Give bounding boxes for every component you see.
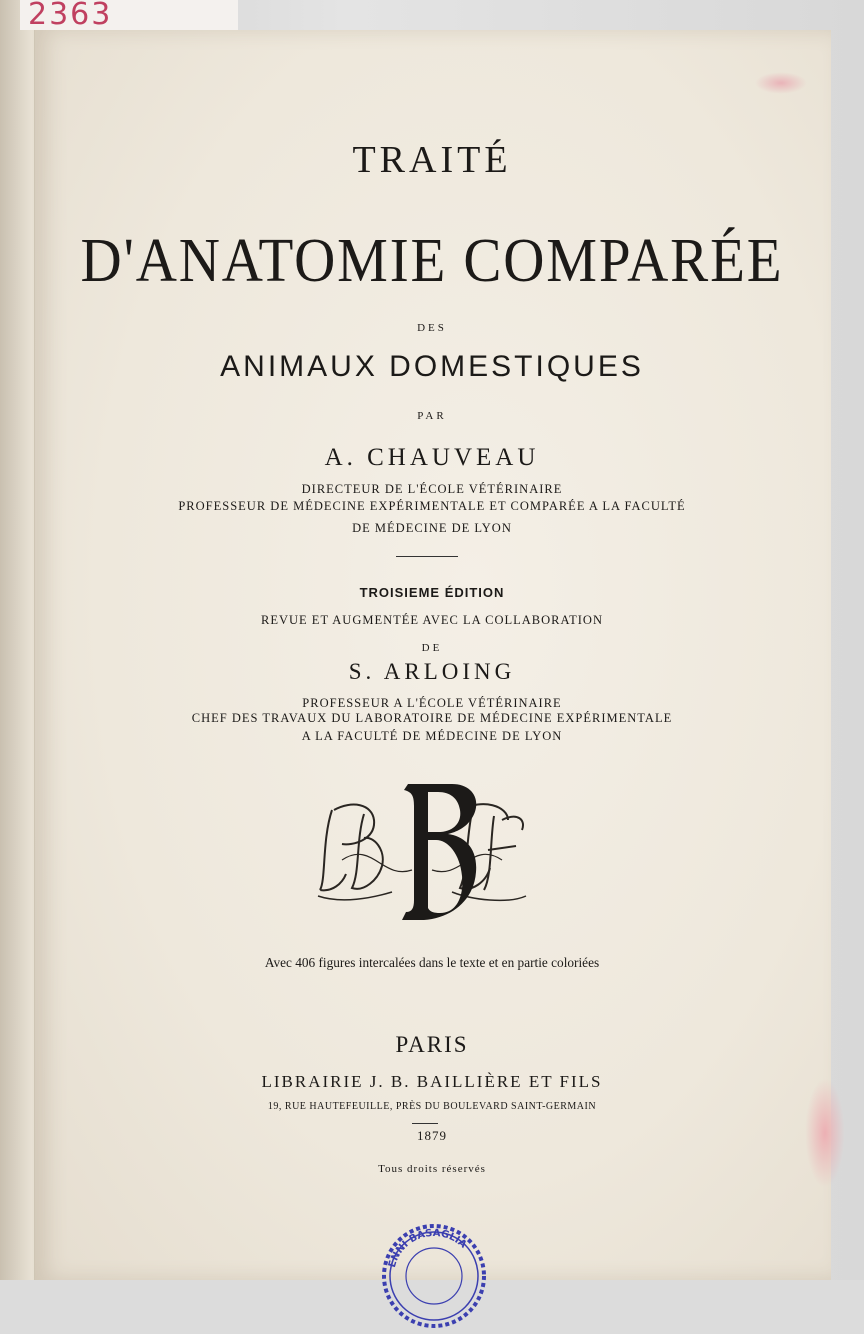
stamp-text: ENNI BASAGLIA xyxy=(386,1227,469,1269)
author-affiliation: PROFESSEUR DE MÉDECINE EXPÉRIMENTALE ET COMPARÉE A LA FACULTÉ xyxy=(178,499,686,513)
collaborator-affiliation: A LA FACULTÉ DE MÉDECINE DE LYON xyxy=(301,729,563,743)
edition-label: TROISIEME ÉDITION xyxy=(359,585,505,600)
figures-note: Avec 406 figures intercalées dans le texte et en partie coloriées xyxy=(264,956,600,971)
title-line-1: TRAITÉ xyxy=(352,139,512,181)
collaborator-connector: DE xyxy=(421,642,443,654)
by-label: PAR xyxy=(417,410,447,422)
collaborator-affiliation: CHEF DES TRAVAUX DU LABORATOIRE DE MÉDECINE EXPÉRIMENTALE xyxy=(191,711,673,725)
author-affiliation: DE MÉDECINE DE LYON xyxy=(352,521,512,535)
imprint-address: 19, RUE HAUTEFEUILLE, PRÈS DU BOULEVARD SAINT-GERMAIN xyxy=(267,1101,597,1112)
author-name: A. CHAUVEAU xyxy=(324,444,540,471)
divider xyxy=(412,1123,438,1124)
title-connector: DES xyxy=(417,322,447,334)
imprint-publisher: LIBRAIRIE J. B. BAILLIÈRE ET FILS xyxy=(261,1072,603,1091)
rights-notice: Tous droits réservés xyxy=(378,1163,486,1175)
title-page xyxy=(34,30,831,1280)
collaborator-affiliation: PROFESSEUR A L'ÉCOLE VÉTÉRINAIRE xyxy=(302,696,562,710)
author-affiliation: DIRECTEUR DE L'ÉCOLE VÉTÉRINAIRE xyxy=(301,482,563,496)
title-line-3: ANIMAUX DOMESTIQUES xyxy=(220,350,644,383)
library-stamp xyxy=(378,1218,490,1330)
edition-note: REVUE ET AUGMENTÉE AVEC LA COLLABORATION xyxy=(261,613,603,627)
inventory-label: 2363 xyxy=(20,0,238,30)
stain-mark xyxy=(755,72,807,94)
publisher-monogram xyxy=(312,780,532,925)
title-line-2: D'ANATOMIE COMPARÉE xyxy=(80,227,784,295)
imprint-year: 1879 xyxy=(417,1128,447,1143)
collaborator-name: S. ARLOING xyxy=(348,659,516,684)
imprint-city: PARIS xyxy=(395,1032,469,1057)
divider xyxy=(396,556,458,557)
